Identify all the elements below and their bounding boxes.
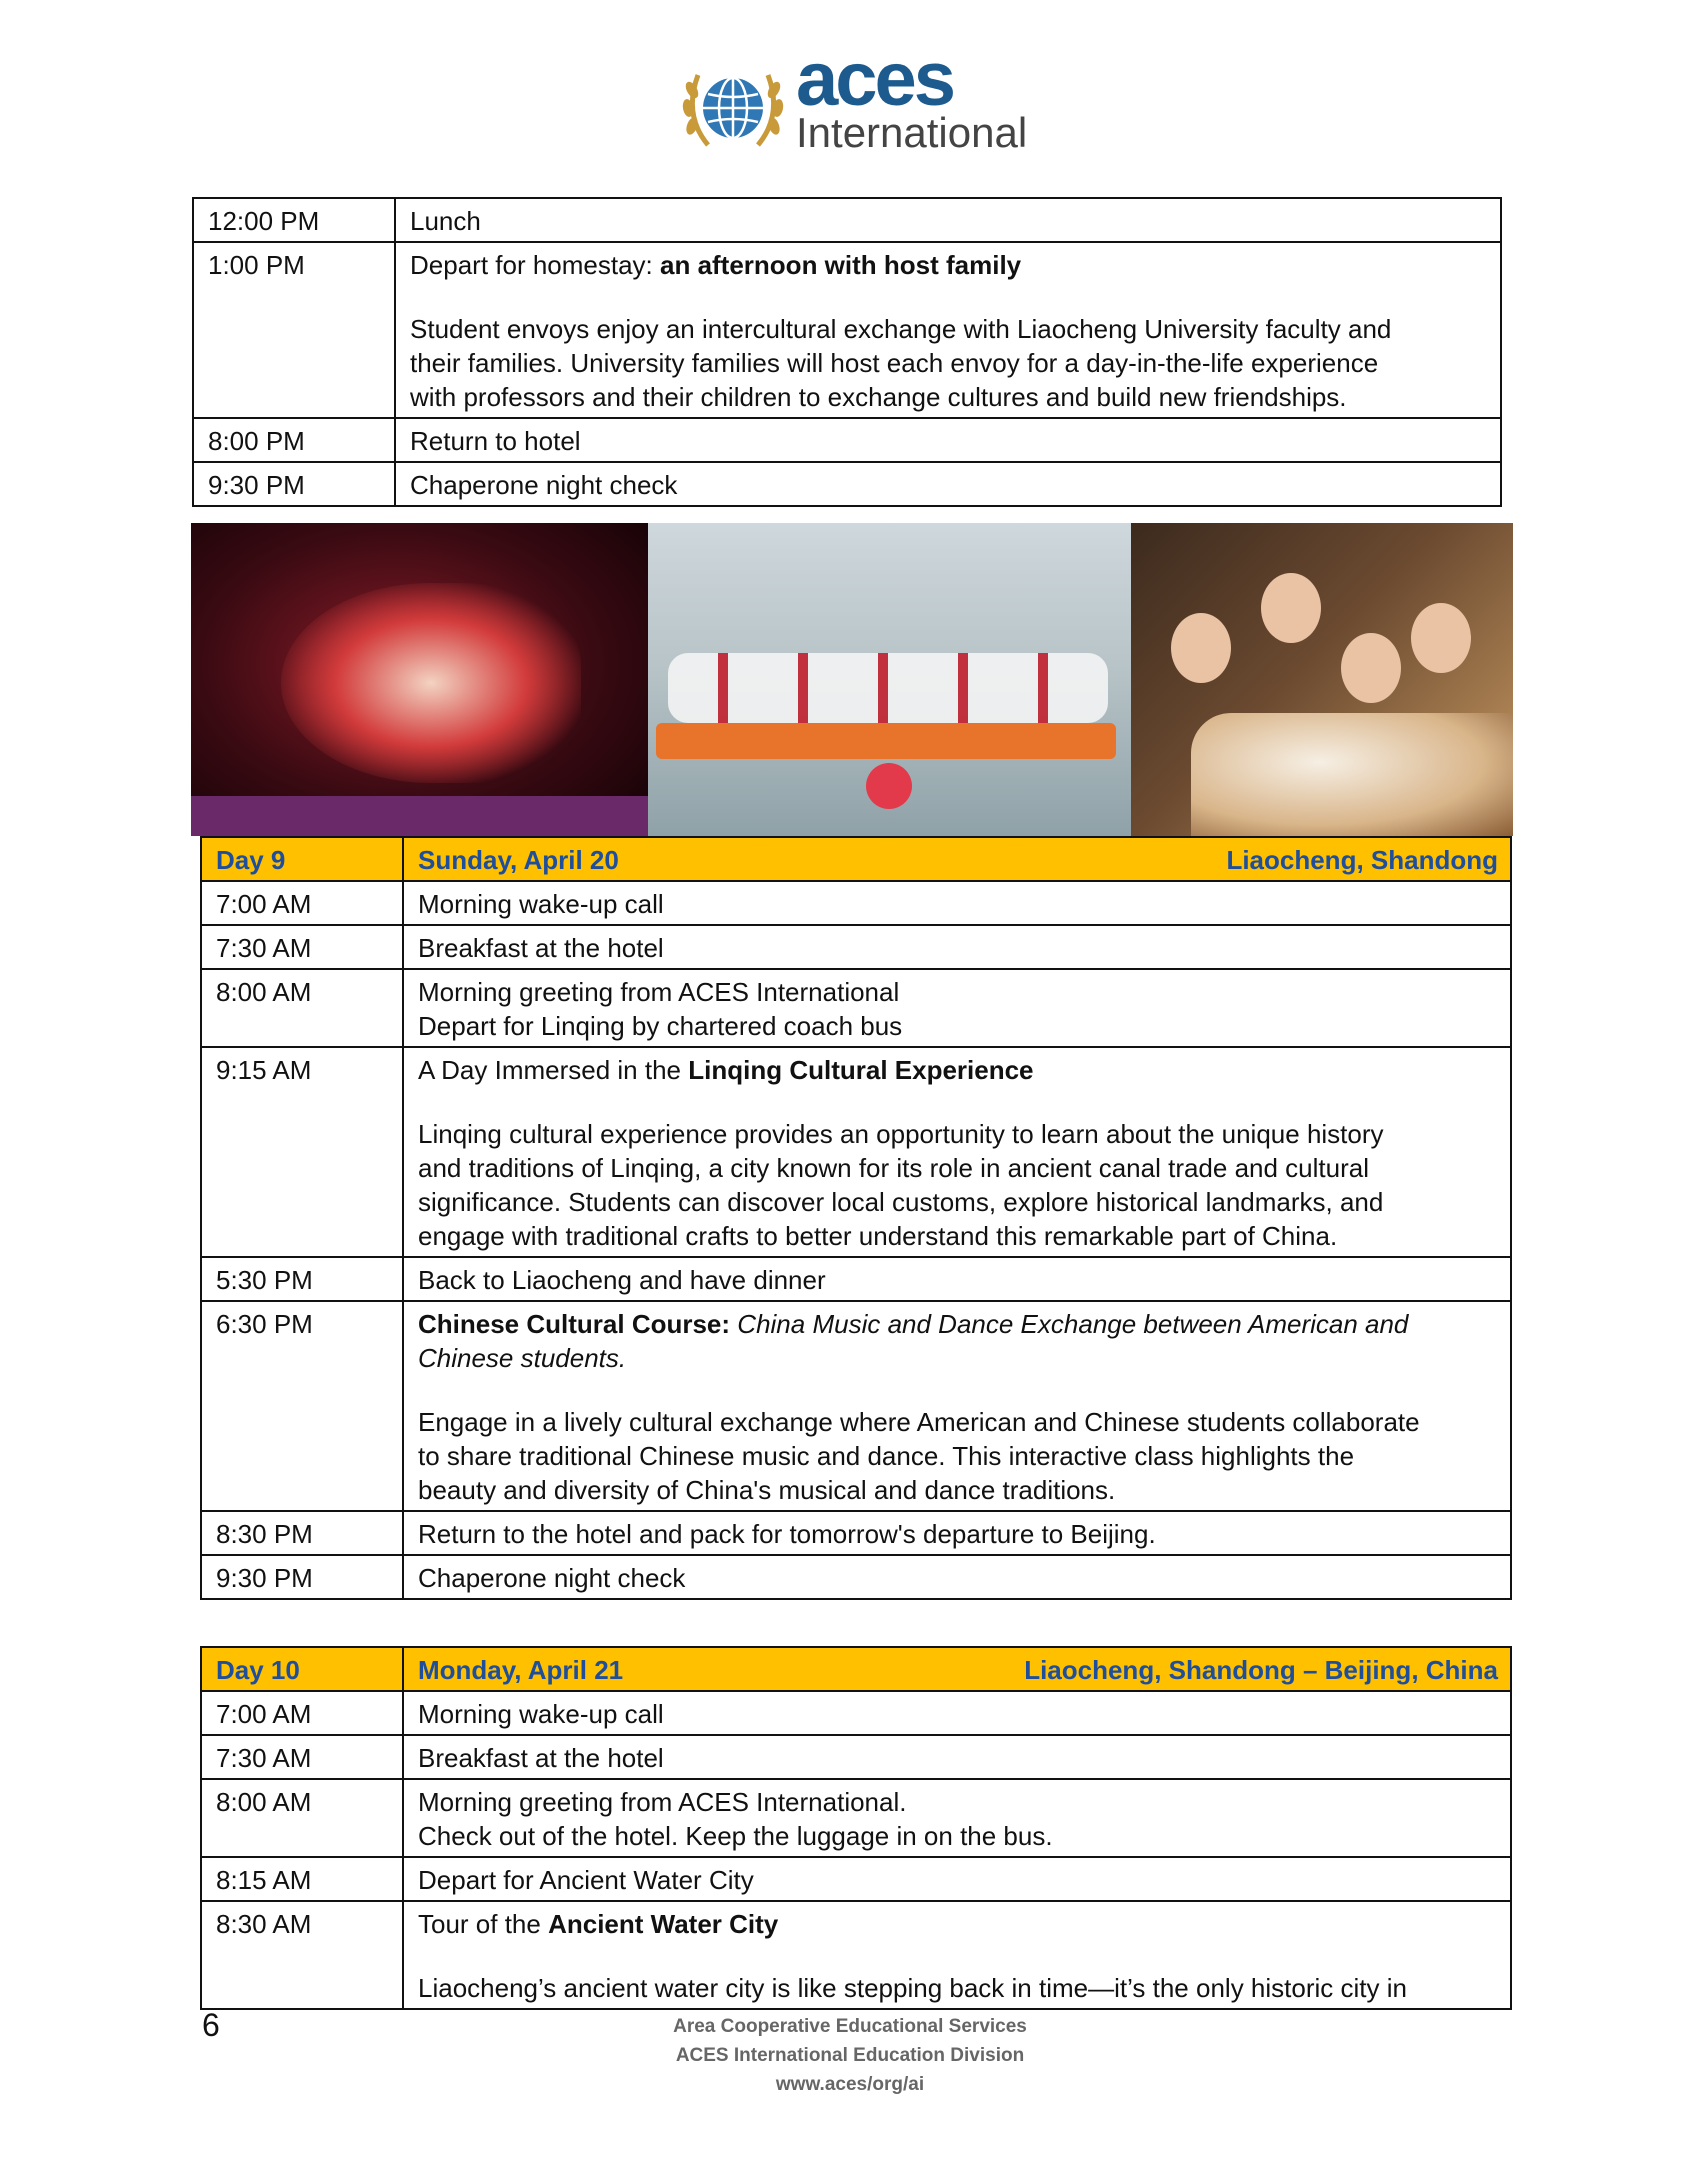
activity-line xyxy=(418,1151,1498,1185)
schedule-activity xyxy=(403,969,1511,1047)
activity-line xyxy=(410,380,1488,414)
schedule-activity xyxy=(403,1857,1511,1901)
body-text: to share traditional Chinese music and dance. This interactive class highlights the xyxy=(418,1441,1355,1471)
day-date-location xyxy=(403,837,1511,881)
activity-line xyxy=(418,1907,1498,1941)
body-text: their families. University families will host each envoy for a day-in-the-life experience xyxy=(410,348,1379,378)
bold-text: Chinese Cultural Course: xyxy=(418,1309,731,1339)
body-text: with professors and their children to exchange cultures and build new friendships. xyxy=(410,382,1347,412)
body-text: beauty and diversity of China's musical and dance traditions. xyxy=(418,1475,1116,1505)
body-text: Back to Liaocheng and have dinner xyxy=(418,1265,826,1295)
day-label: Day 9 xyxy=(201,837,403,881)
activity-line xyxy=(418,1741,1498,1775)
footer-organization: Area Cooperative Educational Services xyxy=(673,2016,1027,2037)
schedule-activity xyxy=(403,1901,1511,2009)
page-footer xyxy=(560,2012,1140,2099)
schedule-time: 6:30 PM xyxy=(201,1301,403,1511)
day-label: Day 10 xyxy=(201,1647,403,1691)
schedule-activity xyxy=(395,418,1501,462)
bold-text: an afternoon with host family xyxy=(660,250,1022,280)
schedule-row xyxy=(201,1301,1511,1511)
blank-line xyxy=(418,1087,1498,1117)
schedule-time: 7:00 AM xyxy=(201,1691,403,1735)
schedule-row xyxy=(201,925,1511,969)
activity-line xyxy=(418,1341,1498,1375)
activity-line xyxy=(418,1263,1498,1297)
italic-text: China Music and Dance Exchange between American and xyxy=(737,1309,1409,1339)
day10-schedule-table xyxy=(200,1646,1512,2010)
schedule-activity xyxy=(403,1555,1511,1599)
schedule-time: 8:00 AM xyxy=(201,969,403,1047)
body-text: Breakfast at the hotel xyxy=(418,1743,664,1773)
schedule-row xyxy=(201,1901,1511,2009)
schedule-time: 12:00 PM xyxy=(193,198,395,242)
activity-line xyxy=(418,931,1498,965)
day-header-row xyxy=(201,1647,1511,1691)
body-text: Return to the hotel and pack for tomorrow's departure to Beijing. xyxy=(418,1519,1156,1549)
schedule-time: 7:00 AM xyxy=(201,881,403,925)
schedule-time: 9:30 PM xyxy=(201,1555,403,1599)
body-text: significance. Students can discover local customs, explore historical landmarks, and xyxy=(418,1187,1384,1217)
blank-line xyxy=(418,1941,1498,1971)
day-location: Liaocheng, Shandong xyxy=(1226,845,1498,875)
day9-schedule-table xyxy=(200,836,1512,1600)
activity-line xyxy=(418,975,1498,1009)
activity-line xyxy=(410,346,1488,380)
activity-line xyxy=(418,1307,1498,1341)
activity-line xyxy=(410,424,1488,458)
schedule-row xyxy=(201,1779,1511,1857)
schedule-row xyxy=(193,242,1501,418)
body-text: Check out of the hotel. Keep the luggage in on the bus. xyxy=(418,1821,1053,1851)
schedule-time: 8:30 AM xyxy=(201,1901,403,2009)
activity-line xyxy=(418,1819,1498,1853)
body-text: Engage in a lively cultural exchange where American and Chinese students collaborate xyxy=(418,1407,1420,1437)
body-text: Chaperone night check xyxy=(410,470,678,500)
body-text: Lunch xyxy=(410,206,481,236)
schedule-row xyxy=(201,1691,1511,1735)
globe-laurel-icon xyxy=(678,50,788,160)
schedule-row xyxy=(201,1257,1511,1301)
schedule-activity xyxy=(395,198,1501,242)
activity-line xyxy=(418,1009,1498,1043)
activity-line xyxy=(418,1185,1498,1219)
activity-line xyxy=(418,1785,1498,1819)
schedule-activity xyxy=(403,1735,1511,1779)
body-text: Return to hotel xyxy=(410,426,581,456)
schedule-activity xyxy=(403,925,1511,969)
activity-line xyxy=(418,1219,1498,1253)
schedule-time: 9:15 AM xyxy=(201,1047,403,1257)
schedule-activity xyxy=(403,1047,1511,1257)
activity-line xyxy=(410,468,1488,502)
schedule-row xyxy=(193,462,1501,506)
activity-line xyxy=(418,1117,1498,1151)
schedule-row xyxy=(193,418,1501,462)
body-text: Liaocheng’s ancient water city is like stepping back in time—it’s the only historic city in xyxy=(418,1973,1407,2003)
logo-subtitle: International xyxy=(796,109,1028,156)
day-date: Sunday, April 20 xyxy=(418,845,619,875)
schedule-activity xyxy=(395,462,1501,506)
italic-text: Chinese students. xyxy=(418,1343,627,1373)
activity-line xyxy=(418,1473,1498,1507)
activity-line xyxy=(418,1863,1498,1897)
body-text: Depart for Linqing by chartered coach bus xyxy=(418,1011,903,1041)
schedule-row xyxy=(193,198,1501,242)
activity-line xyxy=(418,1561,1498,1595)
acrobat-photo xyxy=(191,523,648,836)
body-text: and traditions of Linqing, a city known for its role in ancient canal trade and cultural xyxy=(418,1153,1369,1183)
footer-division: ACES International Education Division xyxy=(675,2045,1025,2066)
activity-line xyxy=(410,204,1488,238)
schedule-time: 5:30 PM xyxy=(201,1257,403,1301)
body-text: Chaperone night check xyxy=(418,1563,686,1593)
schedule-activity xyxy=(403,1779,1511,1857)
schedule-row xyxy=(201,1857,1511,1901)
schedule-row xyxy=(201,969,1511,1047)
logo-wordmark: aces xyxy=(796,37,954,122)
activity-line xyxy=(410,312,1488,346)
schedule-activity xyxy=(403,1511,1511,1555)
body-text: A Day Immersed in the xyxy=(418,1055,689,1085)
activity-line xyxy=(418,1405,1498,1439)
body-text: Linqing cultural experience provides an opportunity to learn about the unique history xyxy=(418,1119,1384,1149)
body-text: Morning wake-up call xyxy=(418,889,664,919)
schedule-activity xyxy=(395,242,1501,418)
schedule-time: 8:30 PM xyxy=(201,1511,403,1555)
activity-line xyxy=(418,887,1498,921)
body-text: Morning greeting from ACES International xyxy=(418,977,900,1007)
schedule-time: 1:00 PM xyxy=(193,242,395,418)
schedule-row xyxy=(201,1555,1511,1599)
schedule-activity xyxy=(403,881,1511,925)
continuation-schedule-table xyxy=(192,197,1502,507)
body-text: Morning wake-up call xyxy=(418,1699,664,1729)
schedule-time: 8:00 PM xyxy=(193,418,395,462)
schedule-time: 7:30 AM xyxy=(201,1735,403,1779)
page-number: 6 xyxy=(202,2007,220,2043)
body-text: Morning greeting from ACES International. xyxy=(418,1787,907,1817)
body-text: Depart for homestay: xyxy=(410,250,660,280)
activity-line xyxy=(418,1053,1498,1087)
bold-text: Linqing Cultural Experience xyxy=(688,1055,1034,1085)
schedule-activity xyxy=(403,1691,1511,1735)
footer-website: www.aces/org/ai xyxy=(775,2074,925,2095)
schedule-row xyxy=(201,1047,1511,1257)
family-dinner-photo xyxy=(1131,523,1513,836)
day-location: Liaocheng, Shandong – Beijing, China xyxy=(1024,1655,1498,1685)
body-text: Depart for Ancient Water City xyxy=(418,1865,754,1895)
day-header-row xyxy=(201,837,1511,881)
schedule-row xyxy=(201,1735,1511,1779)
activity-line xyxy=(418,1439,1498,1473)
body-text: Tour of the xyxy=(418,1909,549,1939)
blank-line xyxy=(418,1375,1498,1405)
schedule-time: 9:30 PM xyxy=(193,462,395,506)
activity-line xyxy=(418,1971,1498,2005)
schedule-row xyxy=(201,1511,1511,1555)
body-text: Student envoys enjoy an intercultural exchange with Liaocheng University faculty and xyxy=(410,314,1392,344)
photo-strip xyxy=(191,523,1513,836)
day-date: Monday, April 21 xyxy=(418,1655,624,1685)
schedule-row xyxy=(201,881,1511,925)
activity-line xyxy=(418,1697,1498,1731)
body-text: Breakfast at the hotel xyxy=(418,933,664,963)
aces-logo xyxy=(678,37,1038,160)
schedule-activity xyxy=(403,1257,1511,1301)
dragon-boat-photo xyxy=(648,523,1131,836)
bold-text: Ancient Water City xyxy=(548,1909,779,1939)
schedule-time: 8:00 AM xyxy=(201,1779,403,1857)
schedule-activity xyxy=(403,1301,1511,1511)
schedule-time: 7:30 AM xyxy=(201,925,403,969)
activity-line xyxy=(418,1517,1498,1551)
blank-line xyxy=(410,282,1488,312)
schedule-time: 8:15 AM xyxy=(201,1857,403,1901)
body-text: engage with traditional crafts to better understand this remarkable part of China. xyxy=(418,1221,1338,1251)
day-date-location xyxy=(403,1647,1511,1691)
activity-line xyxy=(410,248,1488,282)
